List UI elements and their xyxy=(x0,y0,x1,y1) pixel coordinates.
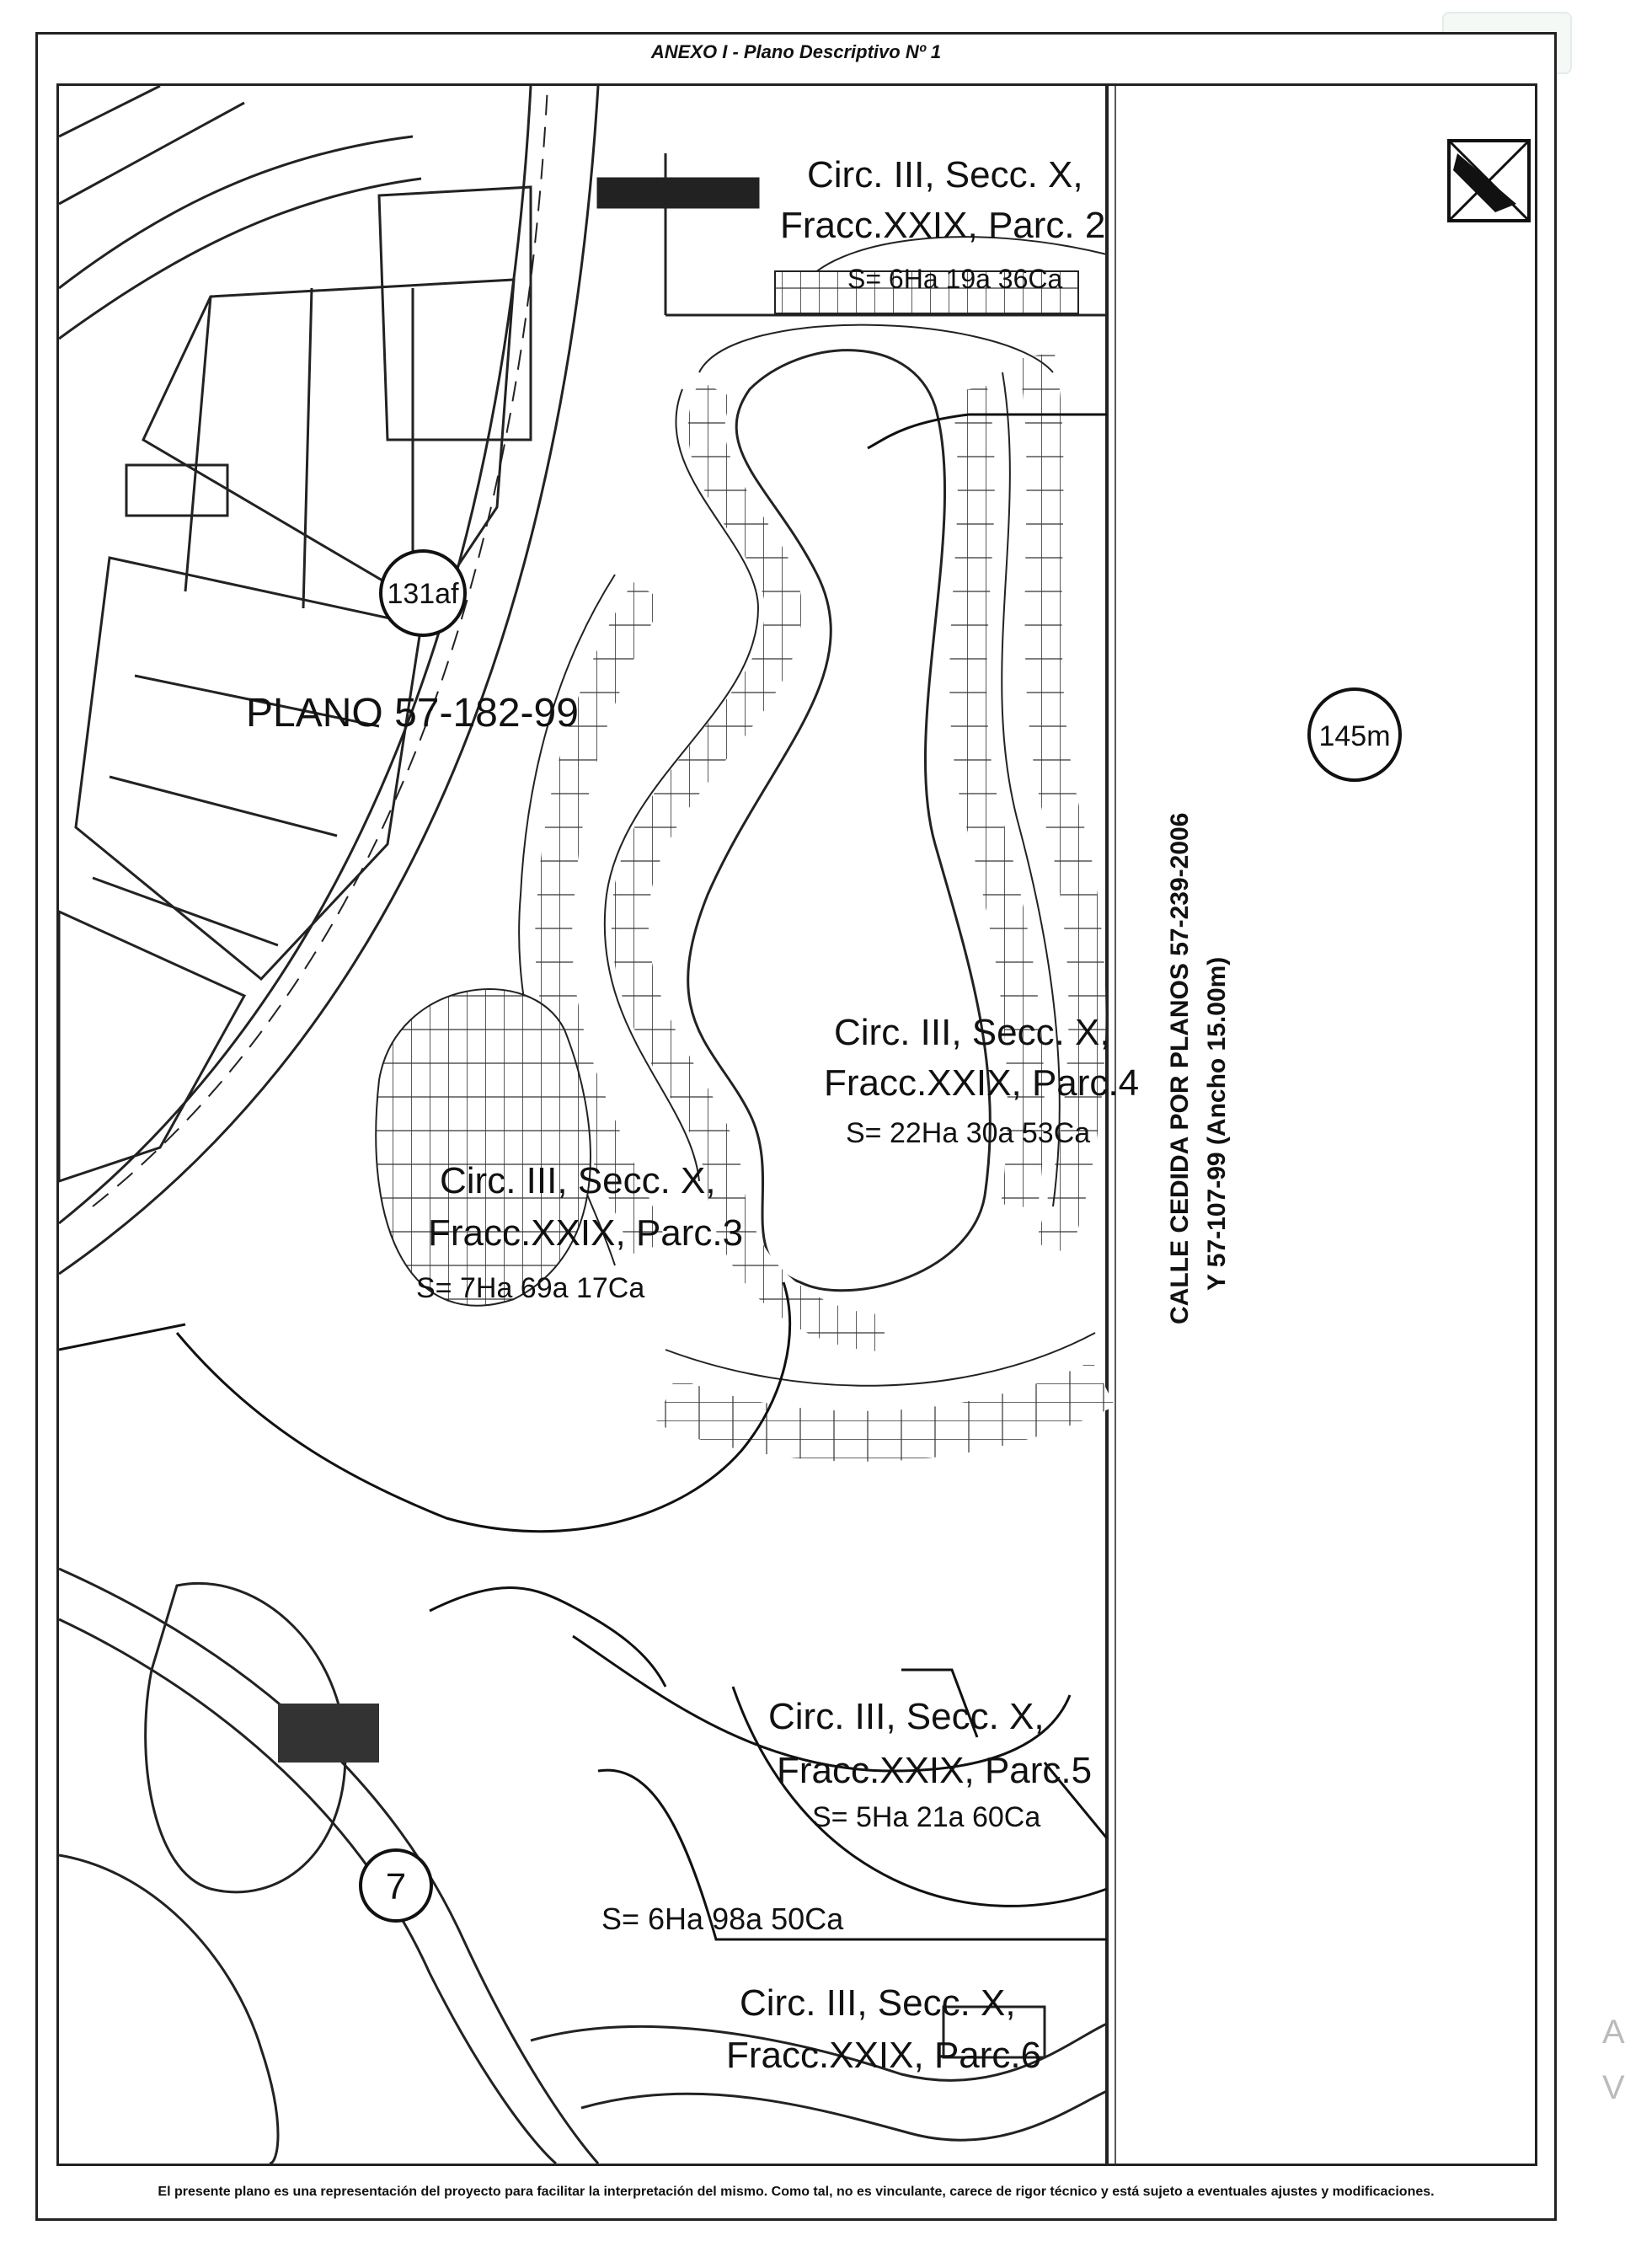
parcel-3-label xyxy=(416,1160,743,1304)
parcel-5-label xyxy=(768,1696,1092,1833)
svg-text:Circ. III, Secc. X,: Circ. III, Secc. X, xyxy=(740,1982,1016,2024)
svg-text:Y 57-107-99 (Ancho 15.00m): Y 57-107-99 (Ancho 15.00m) xyxy=(1203,956,1231,1291)
edge-letter-v: V xyxy=(1602,2069,1625,2106)
svg-text:Fracc.XXIX, Parc.4: Fracc.XXIX, Parc.4 xyxy=(824,1062,1140,1104)
svg-text:7: 7 xyxy=(385,1866,407,1907)
svg-text:CALLE CEDIDA POR PLANOS 57-239: CALLE CEDIDA POR PLANOS 57-239-2006 xyxy=(1166,812,1194,1324)
street-label xyxy=(1166,813,1231,1324)
svg-text:Fracc.XXIX, Parc.6: Fracc.XXIX, Parc.6 xyxy=(726,2035,1042,2076)
circle-label-7 xyxy=(361,1850,431,1921)
circle-label-145 xyxy=(1309,689,1400,780)
svg-text:S= 6Ha 19a 36Ca: S= 6Ha 19a 36Ca xyxy=(847,264,1063,294)
southern-lot-band xyxy=(666,1383,1104,1436)
svg-text:145m: 145m xyxy=(1318,720,1391,752)
svg-text:Fracc.XXIX, Parc.3: Fracc.XXIX, Parc.3 xyxy=(428,1212,744,1254)
plan-title: ANEXO I - Plano Descriptivo Nº 1 xyxy=(650,41,942,62)
svg-text:Circ. III, Secc. X,: Circ. III, Secc. X, xyxy=(440,1160,716,1201)
svg-text:S= 7Ha 69a 17Ca: S= 7Ha 69a 17Ca xyxy=(416,1272,645,1304)
north-arrow-icon xyxy=(1449,141,1529,221)
svg-text:Circ. III, Secc. X,: Circ. III, Secc. X, xyxy=(834,1012,1110,1053)
sports-building xyxy=(126,465,227,516)
footer-disclaimer: El presente plano es una representación del proyecto para facilitar la interpretación del mismo. Como tal, no es vinculante, carece de rigor técnico y está sujeto a eventuales ajustes y modificaciones. xyxy=(158,2185,1435,2199)
svg-text:Circ. III, Secc. X,: Circ. III, Secc. X, xyxy=(807,154,1083,195)
svg-text:S= 22Ha 30a 53Ca: S= 22Ha 30a 53Ca xyxy=(846,1117,1091,1149)
edge-letter-a: A xyxy=(1602,2014,1625,2051)
svg-text:S= 5Ha 21a 60Ca: S= 5Ha 21a 60Ca xyxy=(812,1801,1041,1833)
site-plan-map xyxy=(59,86,1535,2164)
circle-label-131 xyxy=(381,551,465,635)
svg-text:Fracc.XXIX, Parc.5: Fracc.XXIX, Parc.5 xyxy=(777,1750,1093,1791)
parcel-3-lots xyxy=(376,989,591,1306)
map-frame xyxy=(56,83,1537,2166)
svg-text:Fracc.XXIX, Parc. 2: Fracc.XXIX, Parc. 2 xyxy=(780,205,1106,246)
svg-text:Circ. III, Secc. X,: Circ. III, Secc. X, xyxy=(768,1696,1045,1737)
street-edge xyxy=(1107,86,1115,2164)
plano-label: PLANO 57-182-99 xyxy=(246,691,579,735)
parcel-6-label xyxy=(601,1902,1041,2076)
plan-sheet xyxy=(35,32,1557,2221)
svg-text:131af: 131af xyxy=(387,578,459,610)
service-building xyxy=(278,1704,379,1763)
svg-text:S= 6Ha 98a 50Ca: S= 6Ha 98a 50Ca xyxy=(601,1902,844,1936)
